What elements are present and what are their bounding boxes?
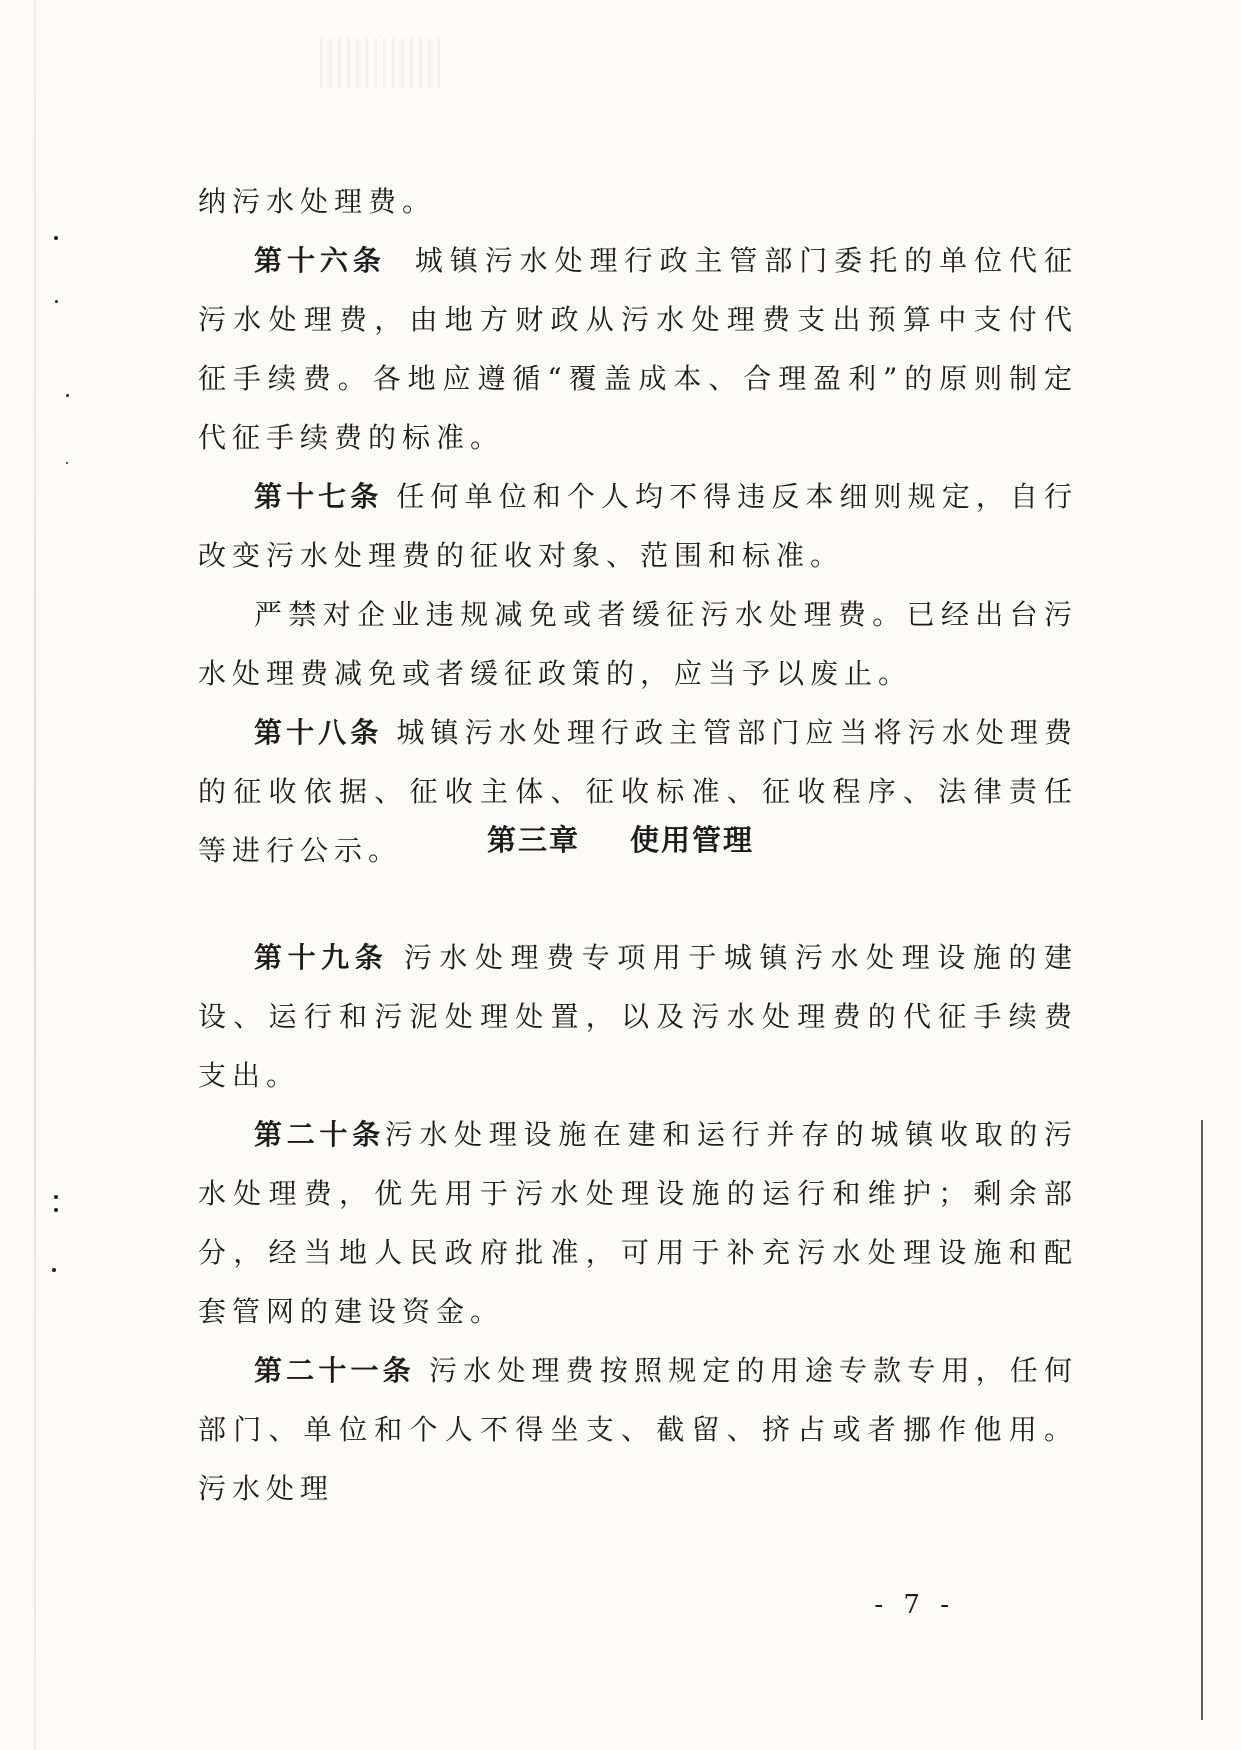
article-21-title: 第二十一条 xyxy=(254,1354,415,1387)
article-17-title: 第十七条 xyxy=(254,480,383,513)
scan-speck xyxy=(66,394,69,397)
scan-speck xyxy=(54,1208,58,1212)
chapter-title: 使用管理 xyxy=(630,823,755,857)
article-17-paragraph-2: 严禁对企业违规减免或者缓征污水处理费。已经出台污水处理费减免或者缓征政策的，应当予以废止。 xyxy=(198,598,1078,690)
article-21 xyxy=(198,1341,1078,1518)
article-19-text: 污水处理费专项用于城镇污水处理设施的建设、运行和污泥处理处置，以及污水处理费的代征手续费支出。 xyxy=(198,941,1078,1092)
article-18-text: 城镇污水处理行政主管部门应当将污水处理费的征收依据、征收主体、征收标准、征收程序、法律责任等进行公示。 xyxy=(198,716,1078,867)
article-17-text: 任何单位和个人均不得违反本细则规定，自行改变污水处理费的征收对象、范围和标准。 xyxy=(198,480,1078,572)
scan-edge-right xyxy=(1201,1120,1203,1720)
article-16-title: 第十六条 xyxy=(254,244,386,277)
bleed-through-mark xyxy=(320,38,440,88)
article-16-text: 城镇污水处理行政主管部门委托的单位代征污水处理费，由地方财政从污水处理费支出预算中支付代征手续费。各地应遵循“覆盖成本、合理盈利”的原则制定代征手续费的标准。 xyxy=(198,244,1078,454)
article-19 xyxy=(198,928,1078,1105)
article-21-text: 污水处理费按照规定的用途专款专用，任何部门、单位和个人不得坐支、截留、挤占或者挪作他用。污水处理 xyxy=(198,1354,1078,1505)
continuation-line: 纳污水处理费。 xyxy=(198,185,437,218)
article-17 xyxy=(198,467,1078,585)
scan-speck xyxy=(52,1268,56,1272)
body-text-lower xyxy=(198,928,1078,1518)
article-19-title: 第十九条 xyxy=(254,941,389,974)
scan-speck xyxy=(54,1195,58,1199)
scan-speck xyxy=(66,462,68,464)
chapter-number: 第三章 xyxy=(486,823,580,857)
scan-speck xyxy=(55,300,58,303)
page-number: - 7 - xyxy=(874,1590,955,1620)
article-20-title: 第二十条 xyxy=(254,1118,385,1151)
body-text-upper xyxy=(198,172,1078,880)
article-20-text: 污水处理设施在建和运行并存的城镇收取的污水处理费，优先用于污水处理设施的运行和维护；剩余部分，经当地人民政府批准，可用于补充污水处理设施和配套管网的建设资金。 xyxy=(198,1118,1078,1328)
article-18-title: 第十八条 xyxy=(254,716,383,749)
scan-edge-left xyxy=(34,0,36,1750)
chapter-heading xyxy=(0,818,1241,859)
article-20 xyxy=(198,1105,1078,1341)
scan-speck xyxy=(54,236,58,240)
article-16 xyxy=(198,231,1078,467)
